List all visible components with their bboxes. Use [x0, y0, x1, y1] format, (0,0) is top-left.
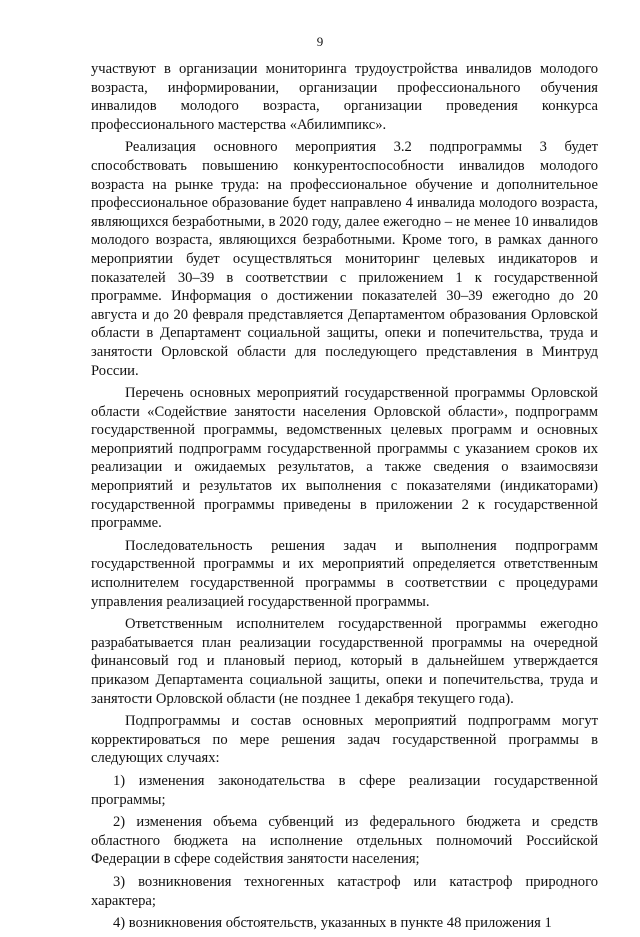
- list-item-2: 2) изменения объема субвенций из федерального бюджета и средств областного бюджета на исполнение отдельных полномочий Российской Федерации в сфере содействия занятости населения;: [91, 814, 598, 868]
- paragraph-measures-list: Перечень основных мероприятий государственной программы Орловской области «Содействие занятости населения Орловской области», подпрограмм государственной программы, ведомственных целевых программ и основных мероприятий подпрограмм государственной программы с указанием сроков их реализации и ожидаемых результатов, а также сведения о взаимосвязи мероприятий и результатов их выполнения с показателями (индикаторами) государственной программы приведены в приложении 2 к государственной программе.: [91, 385, 598, 532]
- paragraph-measure-3-2: Реализация основного мероприятия 3.2 подпрограммы 3 будет способствовать повышению конкурентоспособности инвалидов молодого возраста на рынке труда: на профессиональное обучение и дополнительное профессиональное образование будет направлено 4 инвалида молодого возраста, являющихся безработными, в 2020 году, далее ежегодно – не менее 10 инвалидов молодого возраста, являющихся безработными. Кроме того, в рамках данного мероприятии будет осуществляться мониторинг целевых индикаторов и показателей 30–39 в соответствии с приложением 1 к государственной программе. Информация о достижении показателей 30–39 ежегодно до 20 августа и до 20 февраля представляется Департаментом образования Орловской области в Департамент социальной защиты, опеки и попечительства, труда и занятости Орловской области для последующего представления в Минтруд России.: [91, 139, 598, 379]
- paragraph-continuation: участвуют в организации мониторинга трудоустройства инвалидов молодого возраста, информировании, организации профессионального обучения инвалидов молодого возраста, организации проведения конкурса профессионального мастерства «Абилимпикс».: [91, 61, 598, 133]
- paragraph-plan: Ответственным исполнителем государственной программы ежегодно разрабатывается план реализации государственной программы на очередной финансовый год и плановый период, который в дальнейшем утверждается приказом Департамента социальной защиты, опеки и попечительства, труда и занятости Орловской области (не позднее 1 декабря текущего года).: [91, 616, 598, 707]
- list-item-1: 1) изменения законодательства в сфере реализации государственной программы;: [91, 772, 598, 808]
- page-number: 9: [316, 34, 324, 49]
- list-item-3: 3) возникновения техногенных катастроф или катастроф природного характера;: [91, 873, 598, 909]
- paragraph-sequence: Последовательность решения задач и выполнения подпрограмм государственной программы и их мероприятий определяется ответственным исполнителем государственной программы в соответствии с процедурами управления реализацией государственной программы.: [91, 537, 598, 610]
- body-text: [91, 60, 598, 937]
- list-item-4: 4) возникновения обстоятельств, указанных в пункте 48 приложения 1: [113, 915, 552, 932]
- paragraph-adjustment: Подпрограммы и состав основных мероприятий подпрограмм могут корректироваться по мере решения задач государственной программы в следующих случаях:: [91, 713, 598, 767]
